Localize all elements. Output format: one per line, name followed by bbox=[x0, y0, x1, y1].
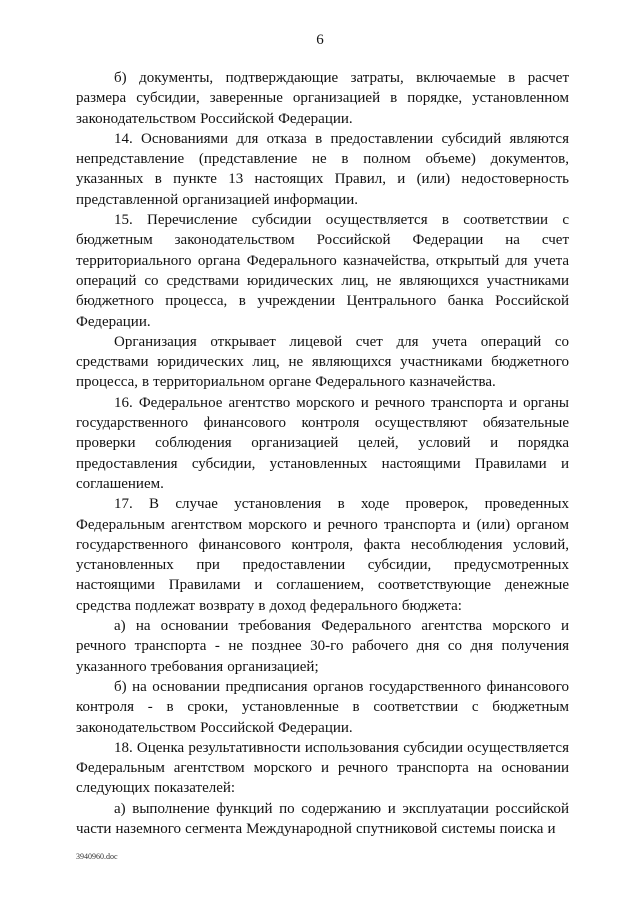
footer-filename: 3940960.doc bbox=[76, 852, 118, 861]
paragraph-18-evaluation: 18. Оценка результативности использования субсидии осуществляется Федеральным агентством морского и речного транспорта на основании следующих показателей: bbox=[76, 739, 569, 797]
page-number: 6 bbox=[316, 32, 324, 48]
paragraph-17-item-a: а) на основании требования Федерального агентства морского и речного транспорта - не позднее 30-го рабочего дня со дня получения указанного требования организацией; bbox=[76, 618, 569, 675]
paragraph-account-opening: Организация открывает лицевой счет для учета операций со средствами юридических лиц, не являющихся участниками бюджетного процесса, в территориальном органе Федерального казначейства. bbox=[76, 333, 569, 391]
paragraph-17-refund: 17. В случае установления в ходе проверок, проведенных Федеральным агентством морского и речного транспорта и (или) органом государственного финансового контроля, факта несоблюдения условий, установленных при предоставлении субсидии, предусмотренных настоящими Правилами и соглашением, соответствующие денежные средства подлежат возврату в доход федерального бюджета: bbox=[76, 496, 569, 614]
paragraph-14-refusal-grounds: 14. Основаниями для отказа в предоставлении субсидий являются непредставление (представление не в полном объеме) документов, указанных в пункте 13 настоящих Правил, и (или) недостоверность представленной организацией информации. bbox=[76, 130, 569, 208]
document-body bbox=[76, 68, 569, 839]
paragraph-documents-item-b: б) документы, подтверждающие затраты, включаемые в расчет размера субсидии, заверенные организацией в порядке, установленном законодательством Российской Федерации. bbox=[76, 70, 569, 127]
paragraph-18-item-a: а) выполнение функций по содержанию и эксплуатации российской части наземного сегмента Международной спутниковой системы поиска и bbox=[76, 800, 569, 837]
paragraph-15-transfer: 15. Перечисление субсидии осуществляется в соответствии с бюджетным законодательством Российской Федерации на счет территориального органа Федерального казначейства, открытый для учета операций со средствами юридических лиц, не являющихся участниками бюджетного процесса, в учреждении Центрального банка Российской Федерации. bbox=[76, 212, 569, 330]
paragraph-16-inspections: 16. Федеральное агентство морского и речного транспорта и органы государственного финансового контроля осуществляют обязательные проверки соблюдения организацией целей, условий и порядка предоставления субсидии, установленных настоящими Правилами и соглашением. bbox=[76, 394, 569, 492]
paragraph-17-item-b: б) на основании предписания органов государственного финансового контроля - в сроки, установленные в соответствии с бюджетным законодательством Российской Федерации. bbox=[76, 678, 569, 736]
